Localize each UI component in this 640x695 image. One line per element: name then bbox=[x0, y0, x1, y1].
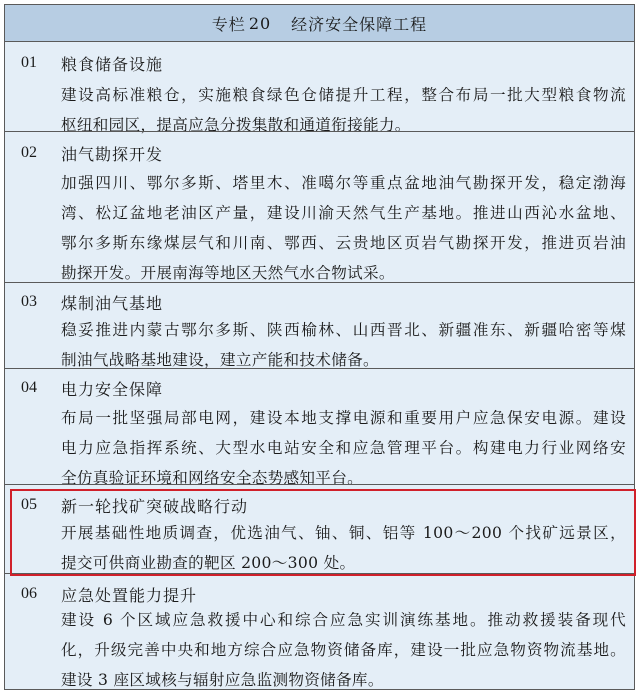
section-04 bbox=[5, 368, 634, 485]
body-line: 勘探开发。开展南海等地区天然气水合物试采。 bbox=[61, 264, 395, 282]
section-title: 油气勘探开发 bbox=[61, 144, 164, 164]
section-header bbox=[5, 287, 163, 317]
body-line: 电力应急指挥系统、大型水电站安全和应急管理平台。构建电力行业网络安 bbox=[61, 439, 626, 457]
box-title-label: 专栏 bbox=[211, 14, 246, 34]
body-line: 化，升级完善中央和地方综合应急物资储备库，建设一批应急物资物流基地。 bbox=[61, 641, 626, 659]
section-number: 01 bbox=[21, 54, 37, 71]
body-line: 提交可供商业勘查的靶区 200～300 处。 bbox=[61, 554, 356, 572]
body-line: 建设 6 个区域应急救援中心和综合应急实训演练基地。推动救援装备现代 bbox=[61, 611, 626, 629]
body-line: 全仿真验证环境和网络安全态势感知平台。 bbox=[61, 469, 363, 487]
body-line: 建设高标准粮仓，实施粮食绿色仓储提升工程，整合布局一批大型粮食物流 bbox=[61, 86, 626, 104]
section-title: 电力安全保障 bbox=[61, 379, 164, 399]
section-number: 04 bbox=[21, 379, 37, 396]
feature-box bbox=[4, 4, 635, 690]
section-title: 煤制油气基地 bbox=[61, 293, 164, 313]
section-header bbox=[5, 138, 163, 168]
section-header bbox=[5, 490, 248, 520]
section-03 bbox=[5, 282, 634, 370]
box-title-text: 经济安全保障工程 bbox=[291, 14, 428, 34]
body-line: 布局一批坚强局部电网，建设本地支撑电源和重要用户应急保安电源。建设 bbox=[61, 409, 626, 427]
body-line: 加强四川、鄂尔多斯、塔里木、准噶尔等重点盆地油气勘探开发，稳定渤海 bbox=[61, 174, 626, 192]
section-title: 应急处置能力提升 bbox=[61, 585, 198, 605]
section-body bbox=[61, 605, 626, 695]
section-header bbox=[5, 373, 163, 403]
section-02 bbox=[5, 131, 634, 287]
box-title-bar bbox=[5, 5, 634, 42]
section-body bbox=[61, 315, 626, 375]
body-line: 制油气战略基地建设，建立产能和技术储备。 bbox=[61, 351, 379, 369]
section-title: 粮食储备设施 bbox=[61, 54, 164, 74]
body-line: 开展基础性地质调查，优选油气、铀、铜、铝等 100～200 个找矿远景区， bbox=[61, 524, 626, 542]
section-number: 03 bbox=[21, 293, 37, 310]
section-body bbox=[61, 168, 626, 288]
section-title: 新一轮找矿突破战略行动 bbox=[61, 496, 249, 516]
body-line: 鄂尔多斯东缘煤层气和川南、鄂西、云贵地区页岩气勘探开发，推进页岩油 bbox=[61, 234, 626, 252]
section-body bbox=[61, 518, 626, 578]
section-06 bbox=[5, 573, 634, 689]
section-header bbox=[5, 48, 163, 78]
section-body bbox=[61, 403, 626, 493]
section-number: 05 bbox=[21, 496, 37, 513]
body-line: 湾、松辽盆地老油区产量，建设川渝天然气生产基地。推进山西沁水盆地、 bbox=[61, 204, 626, 222]
body-line: 建设 3 座区域核与辐射应急监测物资储备库。 bbox=[61, 671, 384, 689]
section-05 bbox=[5, 484, 634, 571]
body-line: 枢纽和园区，提高应急分拨集散和通道衔接能力。 bbox=[61, 116, 411, 134]
section-number: 02 bbox=[21, 144, 37, 161]
section-number: 06 bbox=[21, 585, 37, 602]
box-title-number: 20 bbox=[248, 13, 272, 33]
body-line: 稳妥推进内蒙古鄂尔多斯、陕西榆林、山西晋北、新疆准东、新疆哈密等煤 bbox=[61, 321, 626, 339]
